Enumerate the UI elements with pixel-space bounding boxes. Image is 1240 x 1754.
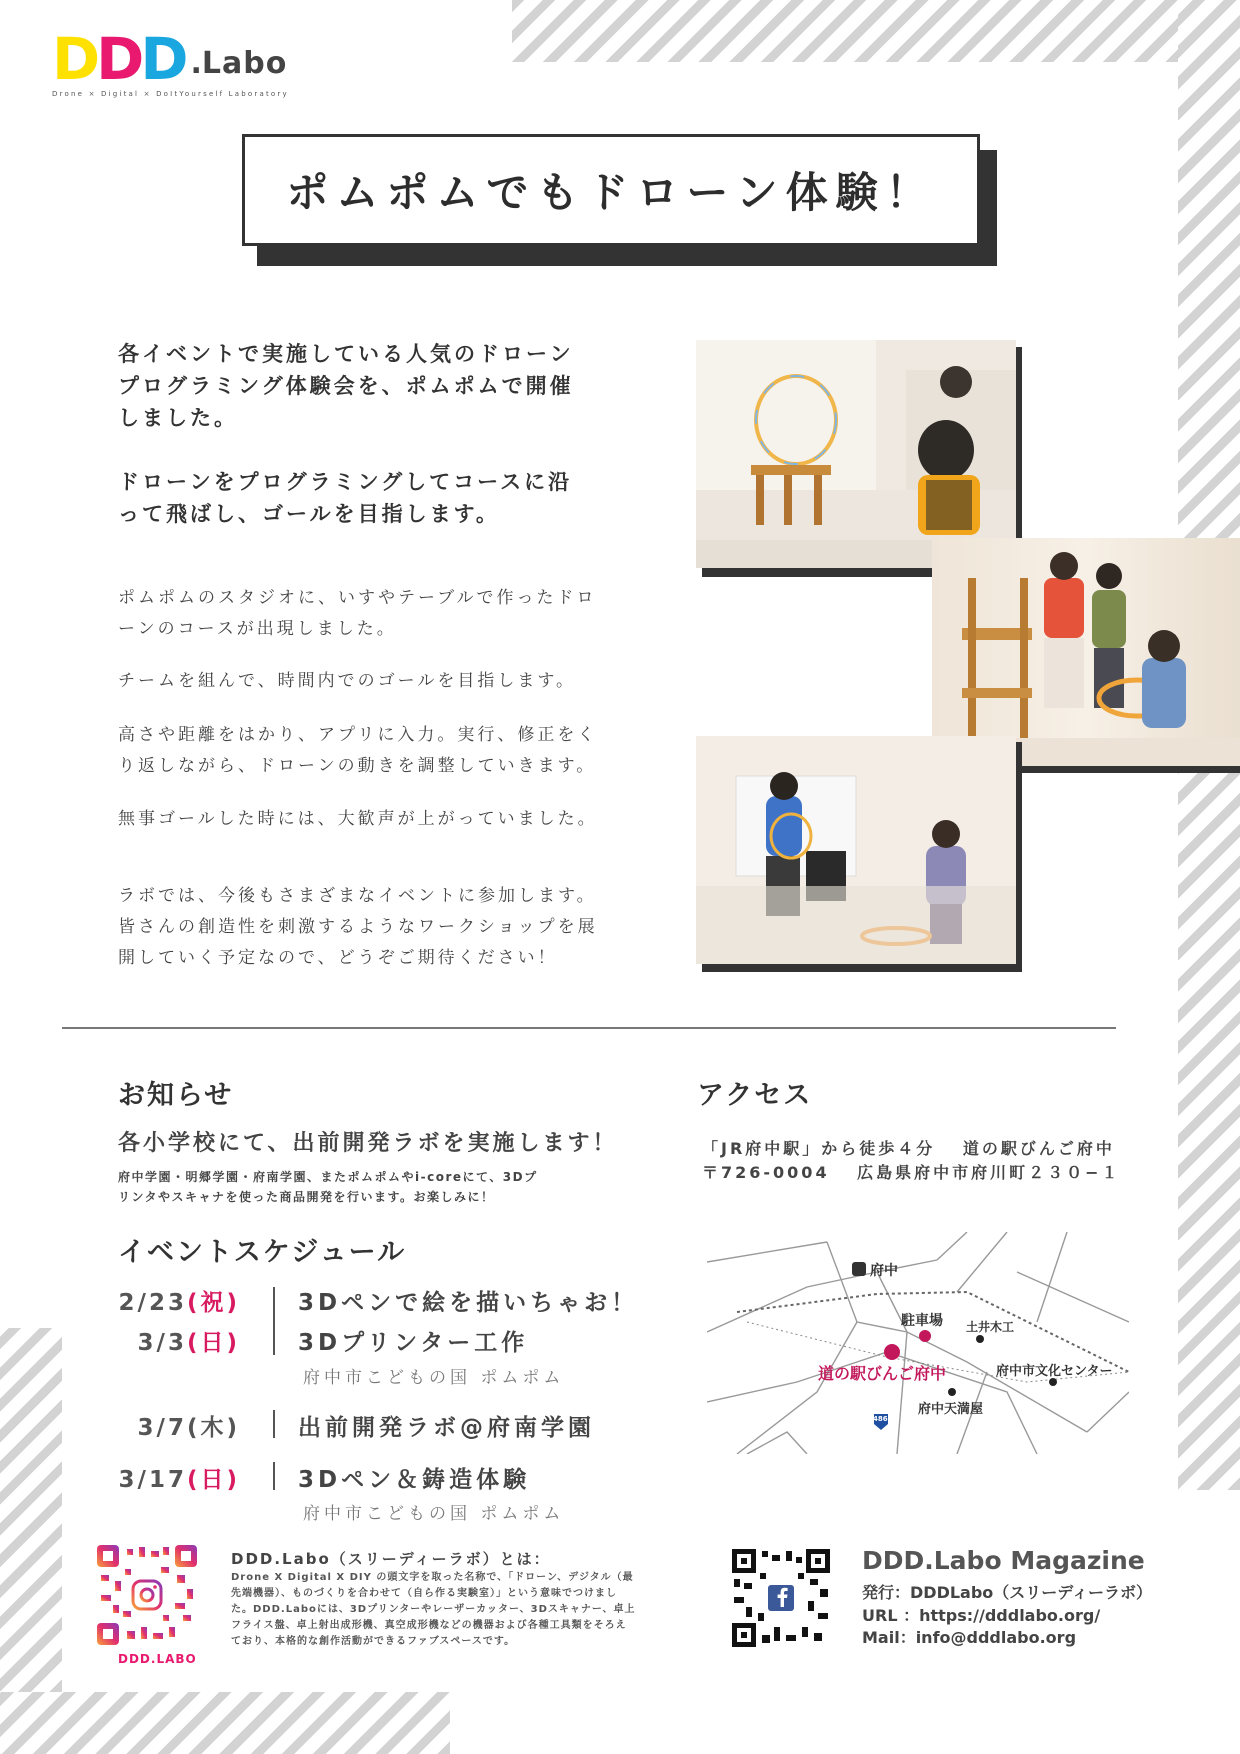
schedule-divider-3 [273, 1462, 275, 1490]
lead-paragraph-2 [118, 466, 638, 530]
photo-2-image [932, 538, 1240, 766]
instagram-qr-code[interactable] [97, 1545, 197, 1645]
schedule-divider-1 [273, 1287, 275, 1355]
body-line: ポムポムのスタジオに、いすやテーブルで作ったドロ [118, 588, 597, 608]
about-line: フライス盤、卓上射出成形機、真空成形機などの機器および各種工具類をそろえ [231, 1620, 627, 1631]
logo-labo: Labo [201, 46, 288, 81]
map-label-station: 府中 [870, 1263, 898, 1279]
magazine-publisher: 発行：DDDLabo（スリーディーラボ） [862, 1583, 1153, 1602]
body-line: 高さや距離をはかり、アプリに入力。実行、修正をく [118, 725, 598, 745]
magazine-mail-link[interactable]: Mail：info@dddlabo.org [862, 1628, 1077, 1647]
event-date-number: 3/7 [137, 1415, 187, 1441]
body-line: り返しながら、ドローンの動きを調整していきます。 [118, 756, 597, 776]
body-line: ーンのコースが出現しました。 [118, 619, 397, 639]
body-line: 無事ゴールした時には、大歓声が上がっていました。 [118, 809, 598, 829]
stripe-pattern-bottom [0, 1692, 450, 1754]
event-venue: 府中市こどもの国 ポムポム [303, 1368, 565, 1388]
notice-line: 府中学園・明郷学園・府南学園、またポムポムやi-coreにて、3Dプ [118, 1170, 538, 1184]
map-label-doikimoku: 土井木工 [966, 1320, 1015, 1334]
body-paragraph-5 [118, 881, 638, 974]
map-label-tenmanya: 府中天満屋 [918, 1402, 984, 1417]
logo-letter-d3: D [140, 25, 189, 93]
lead-line: プログラミング体験会を、ポムポムで開催 [118, 374, 574, 398]
body-paragraph-1 [118, 583, 638, 645]
notice-line: リンタやスキャナを使った商品開発を行います。お楽しみに！ [118, 1190, 495, 1204]
lead-paragraph-1 [118, 338, 638, 434]
instagram-qr-caption: DDD.LABO [118, 1652, 197, 1666]
lead-line: って飛ばし、ゴールを目指します。 [118, 502, 500, 526]
event-venue: 府中市こどもの国 ポムポム [303, 1504, 565, 1524]
body-line: 皆さんの創造性を刺激するようなワークショップを展 [118, 917, 598, 937]
event-day: (木) [186, 1415, 240, 1441]
map-route-number: 486 [873, 1415, 888, 1423]
photo-3-image [696, 736, 1016, 964]
body-line: 開していく予定なので、どうぞご期待ください！ [118, 948, 558, 968]
event-day: (日) [186, 1467, 240, 1493]
event-date [100, 1284, 240, 1317]
about-line: 先端機器）、ものづくりを合わせて（自ら作る実験室）」という意味でつけまし [231, 1588, 617, 1599]
logo [52, 25, 322, 104]
facebook-qr-code[interactable] [732, 1549, 830, 1647]
logo-dot: . [190, 46, 202, 81]
event-date [100, 1409, 240, 1442]
event-date [100, 1461, 240, 1494]
instagram-qr-image [97, 1545, 197, 1645]
schedule-divider-2 [273, 1410, 275, 1438]
magazine-url-link[interactable]: URL ：https://dddlabo.org/ [862, 1606, 1101, 1625]
access-line-1: 「JR府中駅」から徒歩４分 道の駅びんご府中 [702, 1139, 1115, 1158]
event-date-number: 2/23 [118, 1290, 187, 1316]
map-streets [707, 1232, 1129, 1454]
logo-tagline: Drone × Digital × DoItYourself Laboratory [52, 90, 289, 98]
event-title: 3Dプリンター工作 [298, 1330, 529, 1356]
schedule-heading: イベントスケジュール [118, 1237, 407, 1268]
event-title: 3Dペン＆鋳造体験 [298, 1467, 531, 1493]
facebook-qr-image [732, 1549, 830, 1647]
event-date-number: 3/3 [137, 1330, 187, 1356]
body-paragraph-4 [118, 804, 638, 835]
map-label-culture-center: 府中市文化センター [996, 1364, 1113, 1379]
access-heading: アクセス [697, 1080, 813, 1111]
access-line-2: 〒726-0004 広島県府中市府川町２３０−１ [702, 1163, 1121, 1182]
body-line: ラボでは、今後もさまざまなイベントに参加します。 [118, 886, 597, 906]
photo-1-image [696, 340, 1016, 568]
about-line: Drone X Digital X DIY の頭文字を取った名称で、「ドローン、デジタル（最 [231, 1572, 634, 1583]
photo-drone-course-3 [696, 736, 1016, 964]
event-day: (祝) [186, 1290, 240, 1316]
map-label-michinoeki: 道の駅びんご府中 [818, 1364, 947, 1383]
page-title: ポムポムでもドローン体験！ [286, 168, 936, 217]
event-day: (日) [186, 1330, 240, 1356]
notice-text [118, 1167, 678, 1207]
body-paragraph-2 [118, 666, 638, 697]
section-divider [62, 1027, 1116, 1029]
photo-drone-course-2 [932, 538, 1240, 766]
magazine-title: DDD.Labo Magazine [862, 1546, 1145, 1575]
event-date-number: 3/17 [118, 1467, 187, 1493]
event-title: 3Dペンで絵を描いちゃお！ [298, 1290, 639, 1316]
about-line: ており、本格的な創作活動ができるファブスペースです。 [231, 1636, 516, 1647]
lead-line: しました。 [118, 406, 238, 430]
photo-drone-course-1 [696, 340, 1016, 568]
about-text [231, 1570, 691, 1650]
body-paragraph-3 [118, 720, 638, 782]
stripe-pattern-top-right [512, 0, 1240, 62]
logo-letter-d1: D [52, 25, 101, 93]
event-date [100, 1324, 240, 1357]
title-box [242, 134, 980, 246]
about-title: DDD.Labo（スリーディーラボ）とは： [231, 1550, 551, 1568]
map-label-parking: 駐車場 [901, 1313, 943, 1329]
notice-heading: お知らせ [118, 1080, 234, 1111]
event-title: 出前開発ラボ@府南学園 [298, 1415, 595, 1441]
body-line: チームを組んで、時間内でのゴールを目指します。 [118, 671, 576, 691]
stripe-pattern-bottom-left [0, 1328, 62, 1754]
lead-line: 各イベントで実施している人気のドローン [118, 342, 574, 366]
logo-letter-d2: D [96, 25, 145, 93]
about-line: た。DDD.Laboには、3Dプリンターやレーザーカッター、3Dスキャナー、卓上 [231, 1604, 636, 1615]
lead-line: ドローンをプログラミングしてコースに沿 [118, 470, 573, 494]
access-map [707, 1232, 1129, 1454]
notice-subheading: 各小学校にて、出前開発ラボを実施します！ [118, 1131, 618, 1156]
